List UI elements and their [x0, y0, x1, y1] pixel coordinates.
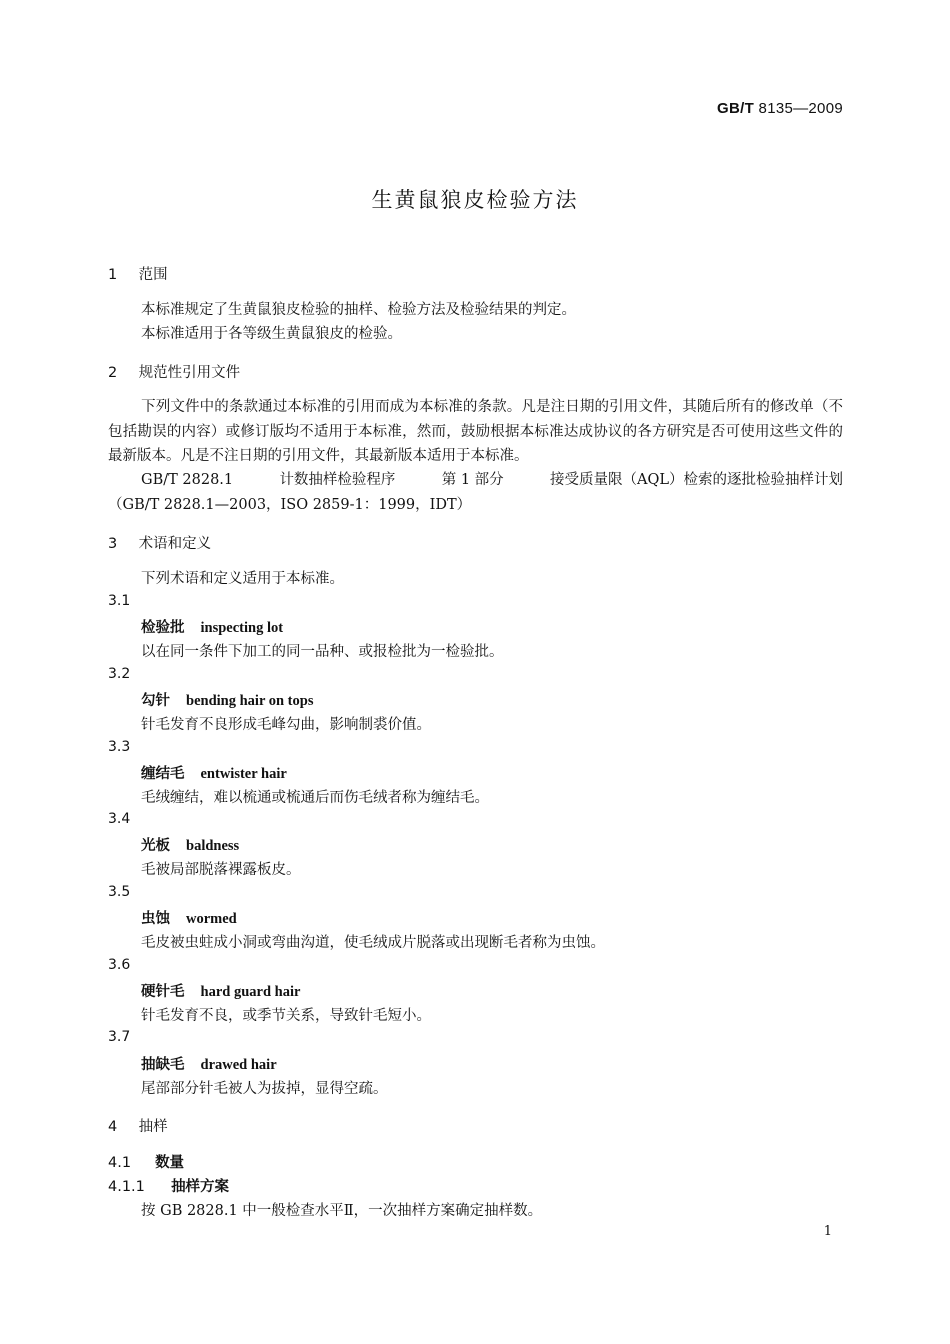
subsection-title: 数量	[155, 1155, 185, 1171]
term-heading	[141, 762, 287, 783]
term-heading	[141, 907, 237, 928]
standard-code	[717, 100, 843, 117]
subsection-4-1-heading	[108, 1151, 184, 1172]
document-title: 生黄鼠狼皮检验方法	[371, 188, 579, 212]
term-definition: 以在同一条件下加工的同一品种、或报检批为一检验批。	[141, 644, 504, 660]
reference-title-part-3: 接受质量限（AQL）检索的逐批检验抽样计划	[549, 472, 843, 488]
subsection-title: 抽样方案	[171, 1179, 230, 1195]
term-english: wormed	[186, 911, 237, 927]
section-number: 2	[108, 365, 118, 381]
section-4-heading	[108, 1115, 168, 1136]
reference-equivalence: （GB/T 2828.1—2003，ISO 2859-1：1999，IDT）	[108, 496, 472, 513]
page-number: 1	[823, 1224, 832, 1239]
term-number: 3.6	[108, 957, 131, 973]
term-definition: 尾部部分针毛被人为拔掉，显得空疏。	[141, 1081, 388, 1097]
section-3-heading	[108, 532, 211, 553]
term-chinese: 缠结毛	[141, 766, 185, 782]
term-chinese: 抽缺毛	[141, 1057, 185, 1073]
section-1-paragraph-1: 本标准规定了生黄鼠狼皮检验的抽样、检验方法及检验结果的判定。	[141, 302, 576, 318]
term-english: hard guard hair	[200, 984, 301, 1000]
section-1-paragraph-2: 本标准适用于各等级生黄鼠狼皮的检验。	[141, 326, 402, 342]
term-definition: 毛皮被虫蛀成小洞或弯曲沟道，使毛绒成片脱落或出现断毛者称为虫蚀。	[141, 935, 605, 951]
term-chinese: 勾针	[141, 693, 170, 709]
term-chinese: 虫蚀	[141, 911, 170, 927]
reference-title-part-1: 计数抽样检验程序	[279, 472, 396, 488]
section-2-paragraph-text: 下列文件中的条款通过本标准的引用而成为本标准的条款。凡是注日期的引用文件，其随后所有的修改单（不包括勘误的内容）或修订版均不适用于本标准，然而，鼓励根据本标准达成协议的各方研究是否可使用这些文件的最新版本。凡是不注日期的引用文件，其最新版本适用于本标准。	[108, 399, 843, 464]
term-number: 3.5	[108, 884, 131, 900]
section-1-heading	[108, 263, 168, 284]
term-chinese: 检验批	[141, 620, 185, 636]
standard-code-number: 8135—2009	[758, 100, 843, 117]
term-number: 3.4	[108, 811, 131, 827]
reference-code: GB/T 2828.1	[141, 472, 234, 488]
subsection-number: 4.1.1	[108, 1179, 145, 1195]
term-chinese: 光板	[141, 838, 170, 854]
term-english: drawed hair	[200, 1057, 277, 1073]
term-definition: 毛绒缠结，难以梳通或梳通后而伤毛绒者称为缠结毛。	[141, 790, 489, 806]
term-chinese: 硬针毛	[141, 984, 185, 1000]
section-2-heading	[108, 361, 240, 382]
term-english: bending hair on tops	[186, 693, 314, 709]
term-heading	[141, 616, 283, 637]
normative-reference	[108, 468, 843, 517]
subsection-4-1-1-text: 按 GB 2828.1 中一般检查水平Ⅱ，一次抽样方案确定抽样数。	[141, 1203, 543, 1219]
term-english: entwister hair	[200, 766, 287, 782]
term-heading	[141, 689, 313, 710]
section-number: 4	[108, 1119, 118, 1135]
term-heading	[141, 834, 239, 855]
section-number: 1	[108, 267, 118, 283]
section-title: 术语和定义	[138, 536, 212, 552]
section-number: 3	[108, 536, 118, 552]
term-number: 3.2	[108, 666, 131, 682]
reference-title-part-2: 第 1 部分	[441, 472, 504, 488]
section-title: 抽样	[138, 1119, 168, 1135]
term-definition: 针毛发育不良，或季节关系，导致针毛短小。	[141, 1008, 431, 1024]
subsection-number: 4.1	[108, 1155, 132, 1171]
subsection-4-1-1-heading	[108, 1175, 229, 1196]
term-definition: 毛被局部脱落裸露板皮。	[141, 862, 301, 878]
term-number: 3.3	[108, 739, 131, 755]
term-heading	[141, 1053, 277, 1074]
section-3-intro: 下列术语和定义适用于本标准。	[141, 571, 344, 587]
term-heading	[141, 980, 300, 1001]
section-2-paragraph	[108, 395, 843, 469]
standard-code-prefix: GB/T	[717, 100, 755, 117]
term-definition: 针毛发育不良形成毛峰勾曲，影响制裘价值。	[141, 717, 431, 733]
section-title: 规范性引用文件	[138, 365, 241, 381]
section-title: 范围	[138, 267, 168, 283]
term-english: inspecting lot	[200, 620, 284, 636]
term-english: baldness	[186, 838, 240, 854]
term-number: 3.1	[108, 593, 131, 609]
term-number: 3.7	[108, 1029, 131, 1045]
